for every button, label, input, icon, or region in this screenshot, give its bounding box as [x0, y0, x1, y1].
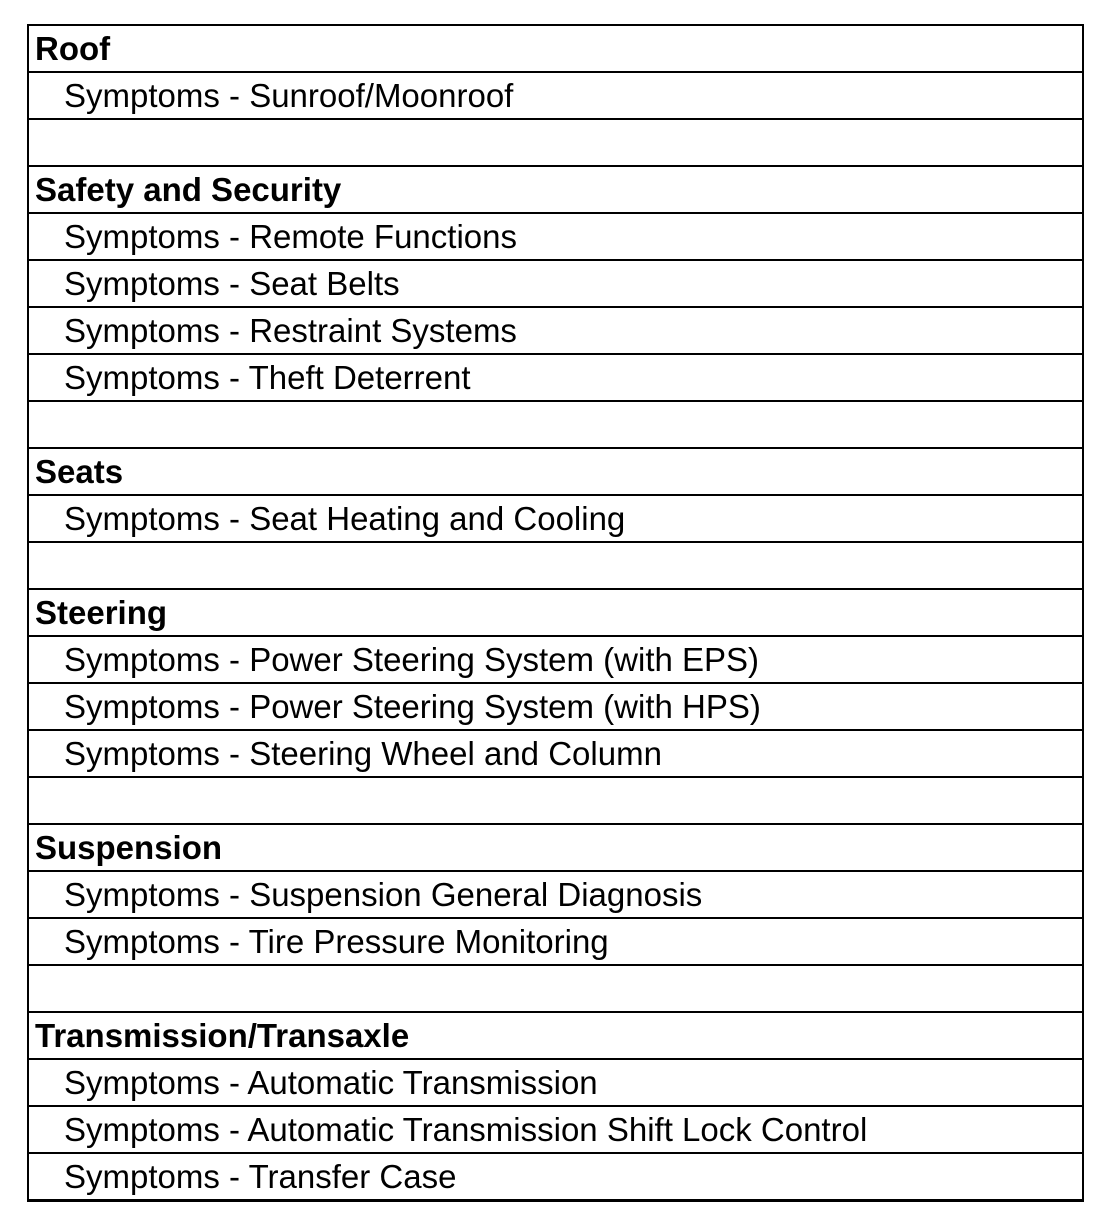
list-item[interactable]: Symptoms - Seat Heating and Cooling — [29, 496, 1082, 543]
list-item[interactable]: Symptoms - Remote Functions — [29, 214, 1082, 261]
section-header-transmission-transaxle: Transmission/Transaxle — [29, 1013, 1082, 1060]
list-item[interactable]: Symptoms - Suspension General Diagnosis — [29, 872, 1082, 919]
list-item[interactable]: Symptoms - Power Steering System (with EPS) — [29, 637, 1082, 684]
list-item[interactable]: Symptoms - Transfer Case — [29, 1154, 1082, 1201]
section-header-seats: Seats — [29, 449, 1082, 496]
list-item[interactable]: Symptoms - Automatic Transmission Shift Lock Control — [29, 1107, 1082, 1154]
list-item[interactable]: Symptoms - Theft Deterrent — [29, 355, 1082, 402]
list-item[interactable]: Symptoms - Sunroof/Moonroof — [29, 73, 1082, 120]
list-item[interactable]: Symptoms - Tire Pressure Monitoring — [29, 919, 1082, 966]
section-header-steering: Steering — [29, 590, 1082, 637]
list-item[interactable]: Symptoms - Power Steering System (with HPS) — [29, 684, 1082, 731]
blank-row — [29, 966, 1082, 1013]
list-item[interactable]: Symptoms - Restraint Systems — [29, 308, 1082, 355]
section-header-suspension: Suspension — [29, 825, 1082, 872]
blank-row — [29, 778, 1082, 825]
list-item[interactable]: Symptoms - Seat Belts — [29, 261, 1082, 308]
section-header-safety-and-security: Safety and Security — [29, 167, 1082, 214]
blank-row — [29, 120, 1082, 167]
symptoms-table — [27, 24, 1084, 1202]
section-header-roof: Roof — [29, 26, 1082, 73]
blank-row — [29, 543, 1082, 590]
list-item[interactable]: Symptoms - Steering Wheel and Column — [29, 731, 1082, 778]
list-item[interactable]: Symptoms - Automatic Transmission — [29, 1060, 1082, 1107]
blank-row — [29, 402, 1082, 449]
